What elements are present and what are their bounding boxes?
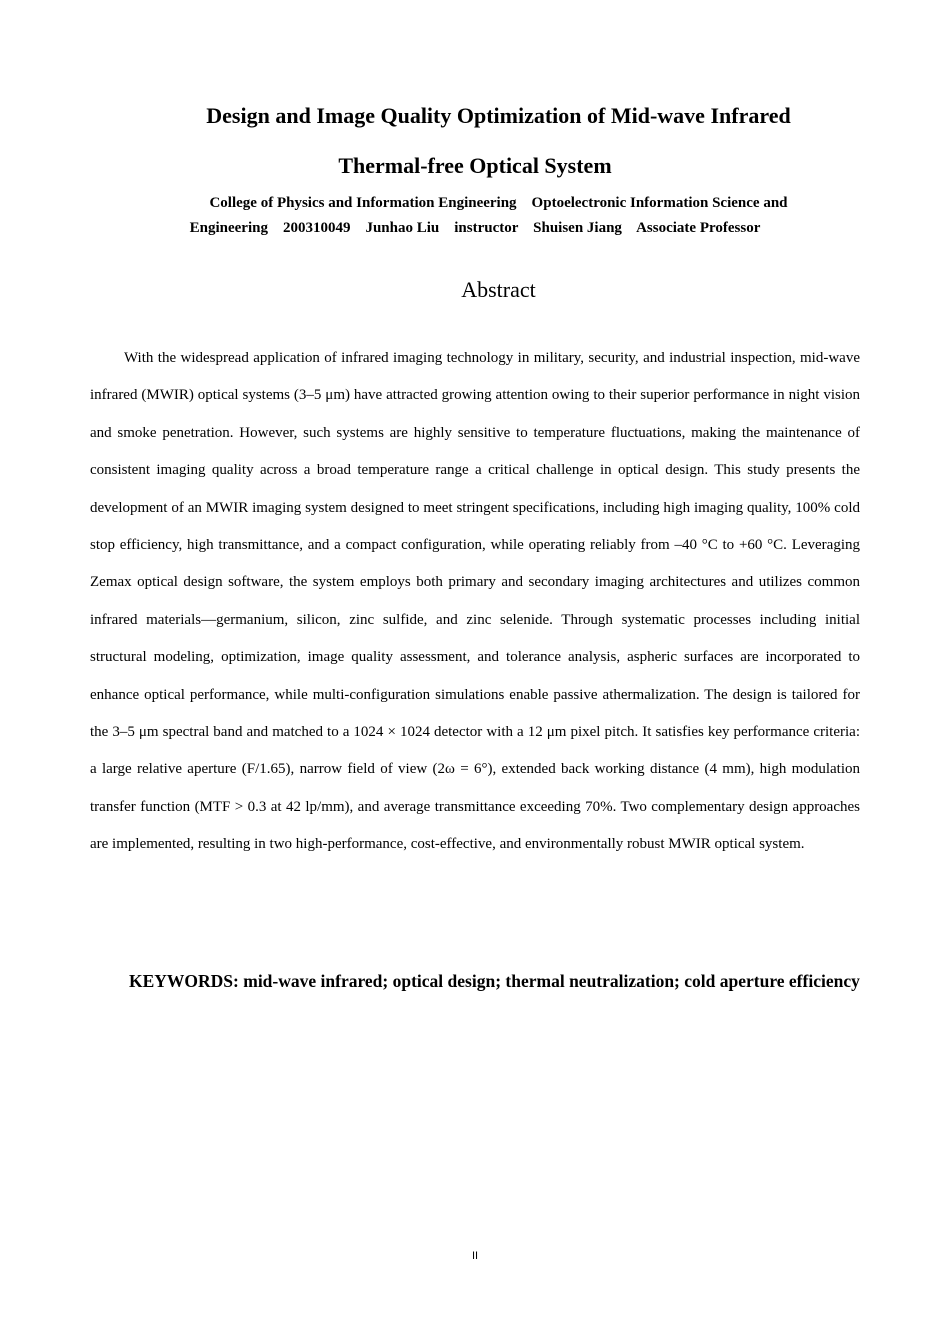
page-number: II — [471, 1250, 479, 1262]
abstract-body: With the widespread application of infrared imaging technology in military, security, and industrial inspection, mid-wave infrared (MWIR) optical systems (3–5 μm) have attracted growing attention owing to their superior performance in night vision and smoke penetration. However, such systems are highly sensitive to temperature fluctuations, making the maintenance of consistent imaging quality across a broad temperature range a critical challenge in optical design. This study presents the development of an MWIR imaging system designed to meet stringent specifications, including high imaging quality, 100% cold stop efficiency, high transmittance, and a compact configuration, while operating reliably from –40 °C to +60 °C. Leveraging Zemax optical design software, the system employs both primary and secondary imaging architectures and utilizes common infrared materials—germanium, silicon, zinc sulfide, and zinc selenide. Through systematic processes including initial structural modeling, optimization, image quality assessment, and tolerance analysis, aspheric surfaces are incorporated to enhance optical performance, while multi-configuration simulations enable passive athermalization. The design is tailored for the 3–5 μm spectral band and matched to a 1024 × 1024 detector with a 12 μm pixel pitch. It satisfies key performance criteria: a large relative aperture (F/1.65), narrow field of view (2ω = 6°), extended back working distance (4 mm), high modulation transfer function (MTF > 0.3 at 42 lp/mm), and average transmittance exceeding 70%. Two complementary design approaches are implemented, resulting in two high-performance, cost-effective, and environmentally robust MWIR optical system. — [90, 350, 860, 853]
title-line-1: Design and Image Quality Optimization of Mid-wave Infrared — [206, 103, 791, 128]
keywords: KEYWORDS: mid-wave infrared; optical design; thermal neutralization; cold aperture efficiency — [129, 971, 860, 991]
affiliation-line-2: Engineering 200310049 Junhao Liu instructor Shuisen Jiang Associate Professor — [189, 220, 761, 236]
title-line-2: Thermal-free Optical System — [338, 153, 612, 178]
affiliation-line-1: College of Physics and Information Engineering Optoelectronic Information Science and — [209, 195, 788, 211]
abstract-heading: Abstract — [461, 277, 536, 302]
